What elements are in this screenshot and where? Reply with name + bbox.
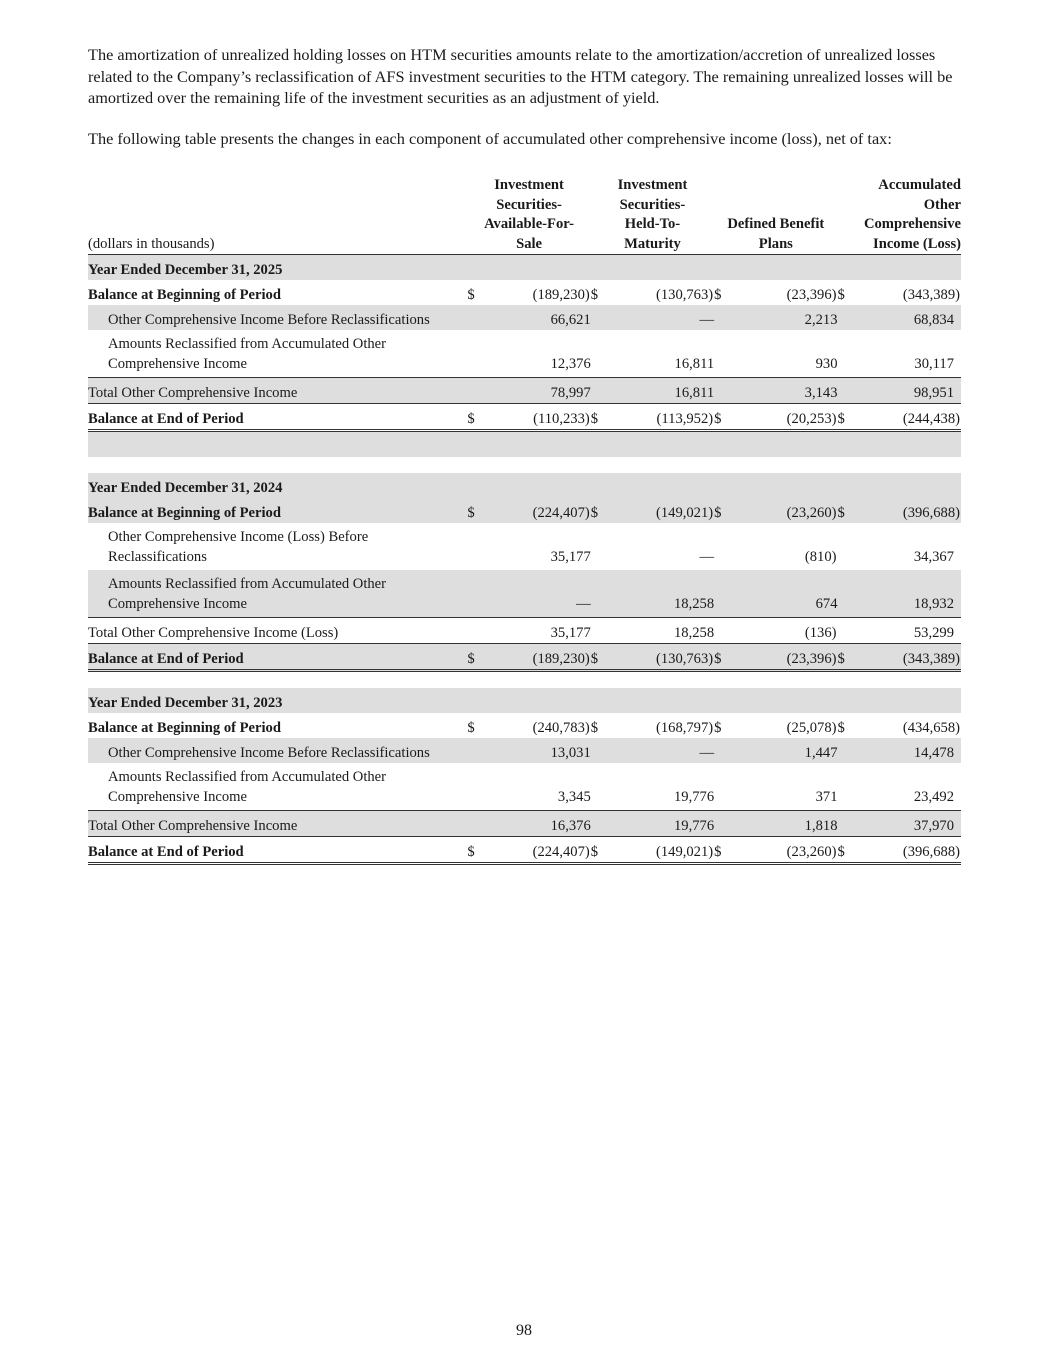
cell-defined-benefit: 371 <box>815 788 838 805</box>
amounts-reclassified-label: Amounts Reclassified from Accumulated Other Comprehensive Income <box>108 336 387 372</box>
spacer-row <box>88 671 961 689</box>
cell-defined-benefit: (23,396) <box>786 286 837 303</box>
empty-cell <box>591 305 616 330</box>
cell-htm: 19,776 <box>616 811 714 837</box>
currency-symbol: $ <box>591 498 616 523</box>
spacer-row <box>88 431 961 458</box>
cell-htm: 16,811 <box>674 355 715 372</box>
cell-defined-benefit: (23,260) <box>740 498 838 523</box>
cell-defined-benefit: 674 <box>740 570 838 618</box>
amounts-reclassified-label: Amounts Reclassified from Accumulated Other Comprehensive Income <box>88 570 467 618</box>
cell-aoci: (434,658) <box>902 719 960 736</box>
currency-symbol: $ <box>591 837 616 864</box>
currency-symbol: $ <box>838 644 863 671</box>
cell-afs: — <box>493 570 591 618</box>
cell-aoci: 68,834 <box>863 305 961 330</box>
oci-before-reclass-label: Other Comprehensive Income (Loss) Before Reclassifications <box>108 529 369 565</box>
empty-cell <box>591 523 616 570</box>
total-oci-row <box>88 618 961 644</box>
oci-before-reclass-label: Other Comprehensive Income Before Reclassifications <box>88 738 467 763</box>
empty-cell <box>467 570 492 618</box>
cell-aoci: (244,438) <box>863 404 961 431</box>
cell-htm: — <box>699 548 715 565</box>
balance-beginning-label: Balance at Beginning of Period <box>88 286 281 303</box>
cell-afs: (224,407) <box>493 837 591 864</box>
empty-cell <box>467 738 492 763</box>
cell-defined-benefit: (20,253) <box>740 404 838 431</box>
spacer-row <box>88 457 961 473</box>
cell-defined-benefit: 1,447 <box>740 738 838 763</box>
year-header-row <box>88 473 961 498</box>
empty-cell <box>838 618 863 644</box>
intro-paragraph-table-lead: The following table presents the changes in each component of accumulated other comprehensive income (loss), net of tax: <box>88 129 892 148</box>
column-header-htm: Investment Securities- Held-To- Maturity <box>591 176 714 255</box>
cell-htm: — <box>616 305 714 330</box>
currency-symbol: $ <box>714 286 722 303</box>
cell-aoci: 37,970 <box>863 811 961 837</box>
cell-afs: (110,233) <box>493 404 591 431</box>
balance-end-row <box>88 837 961 864</box>
currency-symbol: $ <box>590 719 599 736</box>
cell-defined-benefit: 2,213 <box>740 305 838 330</box>
currency-symbol: $ <box>714 404 739 431</box>
currency-symbol: $ <box>467 644 492 671</box>
empty-cell <box>838 330 863 378</box>
total-oci-row <box>88 378 961 404</box>
empty-cell <box>467 763 492 811</box>
cell-afs: 13,031 <box>493 738 591 763</box>
table-header-row <box>88 176 961 255</box>
page-number: 98 <box>516 1322 532 1339</box>
balance-end-row <box>88 404 961 431</box>
column-header-afs: Investment Securities- Available-For- Sale <box>467 176 590 255</box>
cell-htm: (149,021) <box>616 498 714 523</box>
cell-afs: 12,376 <box>550 355 591 372</box>
currency-symbol: $ <box>838 837 863 864</box>
cell-defined-benefit: (23,260) <box>740 837 838 864</box>
empty-cell <box>838 763 863 811</box>
amounts-reclassified-row <box>88 330 961 378</box>
oci-before-reclass-row <box>88 523 961 570</box>
currency-symbol: $ <box>714 498 739 523</box>
cell-afs: (224,407) <box>493 498 591 523</box>
currency-symbol: $ <box>714 719 722 736</box>
column-header-defined-benefit: Defined Benefit Plans <box>714 176 837 255</box>
units-label: (dollars in thousands) <box>88 176 467 255</box>
currency-symbol: $ <box>590 286 599 303</box>
empty-cell <box>467 618 492 644</box>
empty-cell <box>714 330 739 378</box>
currency-symbol: $ <box>714 837 739 864</box>
empty-cell <box>467 523 492 570</box>
balance-end-label: Balance at End of Period <box>88 837 467 864</box>
intro-paragraph-amortization: The amortization of unrealized holding losses on HTM securities amounts relate to the amortization/accretion of unrealized losses related to the Company’s reclassification of AFS investment securities to the HTM category. The remaining unrealized losses will be amortized over the remaining life of the investment securities as an adjustment of yield. <box>88 45 953 107</box>
total-oci-row <box>88 811 961 837</box>
balance-beginning-label: Balance at Beginning of Period <box>88 498 467 523</box>
empty-cell <box>591 763 616 811</box>
balance-beginning-row <box>88 713 961 738</box>
empty-cell <box>714 570 739 618</box>
cell-defined-benefit: (23,396) <box>740 644 838 671</box>
cell-defined-benefit: 3,143 <box>740 378 838 404</box>
cell-afs: 35,177 <box>550 548 591 565</box>
year-header-row <box>88 255 961 281</box>
currency-symbol: $ <box>714 644 739 671</box>
empty-cell <box>591 378 616 404</box>
empty-cell <box>838 738 863 763</box>
oci-before-reclass-row <box>88 305 961 330</box>
cell-defined-benefit: (810) <box>804 548 837 565</box>
empty-cell <box>714 523 739 570</box>
empty-cell <box>714 305 739 330</box>
empty-cell <box>714 763 739 811</box>
year-header-row <box>88 688 961 713</box>
balance-beginning-row <box>88 280 961 305</box>
empty-cell <box>467 330 492 378</box>
oci-before-reclass-row <box>88 738 961 763</box>
currency-symbol: $ <box>467 837 492 864</box>
cell-aoci: 23,492 <box>913 788 954 805</box>
currency-symbol: $ <box>467 286 475 303</box>
balance-beginning-row <box>88 498 961 523</box>
currency-symbol: $ <box>837 719 845 736</box>
empty-cell <box>467 378 492 404</box>
empty-cell <box>714 378 739 404</box>
column-header-aoci: Accumulated Other Comprehensive Income (Loss) <box>838 176 961 255</box>
empty-cell <box>838 523 863 570</box>
currency-symbol: $ <box>467 498 492 523</box>
empty-cell <box>838 305 863 330</box>
cell-htm: 19,776 <box>674 788 715 805</box>
empty-cell <box>714 811 739 837</box>
cell-htm: (168,797) <box>655 719 714 736</box>
balance-beginning-label: Balance at Beginning of Period <box>88 719 281 736</box>
empty-cell <box>467 811 492 837</box>
empty-cell <box>838 811 863 837</box>
cell-aoci: 30,117 <box>914 355 954 372</box>
balance-end-label: Balance at End of Period <box>88 644 467 671</box>
oci-before-reclass-label: Other Comprehensive Income Before Reclassifications <box>88 305 467 330</box>
cell-afs: 16,376 <box>493 811 591 837</box>
currency-symbol: $ <box>838 404 863 431</box>
amounts-reclassified-row <box>88 570 961 618</box>
cell-afs: 35,177 <box>493 618 591 644</box>
empty-cell <box>591 330 616 378</box>
amounts-reclassified-row <box>88 763 961 811</box>
cell-htm: (113,952) <box>616 404 714 431</box>
cell-defined-benefit: 1,818 <box>740 811 838 837</box>
currency-symbol: $ <box>837 286 845 303</box>
currency-symbol: $ <box>838 498 863 523</box>
empty-cell <box>714 618 739 644</box>
cell-defined-benefit: (25,078) <box>786 719 837 736</box>
cell-htm: (130,763) <box>655 286 714 303</box>
empty-cell <box>714 738 739 763</box>
empty-cell <box>467 305 492 330</box>
empty-cell <box>88 671 961 689</box>
empty-cell <box>591 738 616 763</box>
cell-htm: (130,763) <box>616 644 714 671</box>
cell-htm: 18,258 <box>616 570 714 618</box>
cell-aoci: 18,932 <box>863 570 961 618</box>
year-label: Year Ended December 31, 2023 <box>88 688 961 713</box>
total-oci-label: Total Other Comprehensive Income (Loss) <box>88 618 467 644</box>
cell-afs: 66,621 <box>493 305 591 330</box>
cell-afs: 78,997 <box>493 378 591 404</box>
cell-aoci: (396,688) <box>863 837 961 864</box>
cell-afs: (189,230) <box>493 644 591 671</box>
cell-aoci: 98,951 <box>863 378 961 404</box>
cell-htm: — <box>616 738 714 763</box>
currency-symbol: $ <box>467 719 475 736</box>
currency-symbol: $ <box>591 644 616 671</box>
empty-cell <box>88 431 961 458</box>
cell-afs: 3,345 <box>557 788 591 805</box>
empty-cell <box>591 618 616 644</box>
empty-cell <box>838 378 863 404</box>
cell-htm: 16,811 <box>616 378 714 404</box>
cell-defined-benefit: 930 <box>815 355 838 372</box>
cell-aoci: 14,478 <box>863 738 961 763</box>
currency-symbol: $ <box>591 404 616 431</box>
cell-aoci: (343,389) <box>902 286 960 303</box>
total-oci-label: Total Other Comprehensive Income <box>88 811 467 837</box>
empty-cell <box>838 570 863 618</box>
empty-cell <box>88 457 961 473</box>
cell-afs: (240,783) <box>532 719 590 736</box>
balance-end-row <box>88 644 961 671</box>
cell-aoci: (396,688) <box>863 498 961 523</box>
empty-cell <box>591 811 616 837</box>
total-oci-label: Total Other Comprehensive Income <box>88 378 467 404</box>
amounts-reclassified-label: Amounts Reclassified from Accumulated Other Comprehensive Income <box>108 769 387 805</box>
cell-htm: 18,258 <box>616 618 714 644</box>
year-label: Year Ended December 31, 2024 <box>88 473 961 498</box>
cell-aoci: 53,299 <box>863 618 961 644</box>
aoci-changes-table <box>88 176 961 865</box>
currency-symbol: $ <box>467 404 492 431</box>
cell-afs: (189,230) <box>532 286 590 303</box>
cell-defined-benefit: (136) <box>740 618 838 644</box>
empty-cell <box>591 570 616 618</box>
cell-aoci: (343,389) <box>863 644 961 671</box>
year-label: Year Ended December 31, 2025 <box>88 255 961 281</box>
balance-end-label: Balance at End of Period <box>88 404 467 431</box>
cell-aoci: 34,367 <box>913 548 954 565</box>
cell-htm: (149,021) <box>616 837 714 864</box>
